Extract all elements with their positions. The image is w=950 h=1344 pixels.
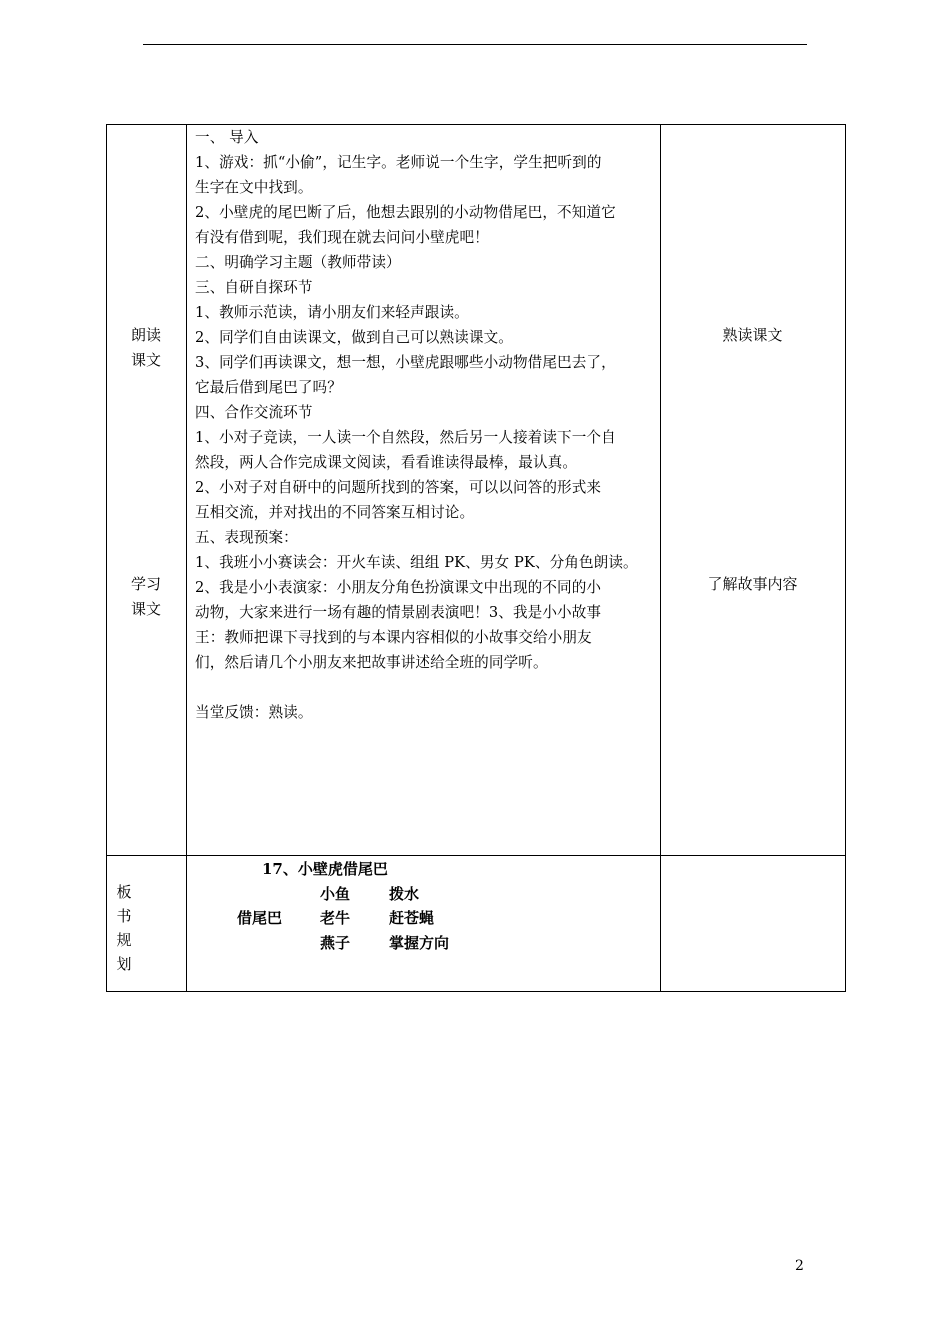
board-center-word: 借尾巴 <box>237 909 283 927</box>
section-label-line: 朗读 <box>130 326 161 344</box>
content-line: 生字在文中找到。 <box>195 179 313 196</box>
note-read-fluently: 熟读课文 <box>722 326 783 344</box>
lesson-content <box>195 125 657 725</box>
board-use: 掌握方向 <box>389 934 450 952</box>
board-plan-label-char: 规 <box>116 931 132 949</box>
content-line: 2、同学们自由读课文，做到自己可以熟读课文。 <box>195 329 513 346</box>
board-animal: 小鱼 <box>320 885 351 903</box>
table-column-divider-2 <box>660 124 661 992</box>
content-line: 1、教师示范读，请小朋友们来轻声跟读。 <box>195 304 469 321</box>
page-number: 2 <box>795 1258 804 1274</box>
content-line: 互相交流，并对找出的不同答案互相讨论。 <box>195 504 475 521</box>
board-animal: 老牛 <box>320 909 351 927</box>
section-label-read-aloud <box>106 323 186 373</box>
content-line: 2、小壁虎的尾巴断了后，他想去跟别的小动物借尾巴，不知道它 <box>195 204 616 221</box>
content-line: 3、同学们再读课文，想一想，小壁虎跟哪些小动物借尾巴去了， <box>195 354 616 371</box>
board-use: 赶苍蝇 <box>389 909 435 927</box>
content-line: 它最后借到尾巴了吗？ <box>195 379 342 396</box>
content-line: 五、表现预案： <box>195 529 298 546</box>
board-use: 拨水 <box>389 885 420 903</box>
board-plan-label-char: 书 <box>116 907 132 925</box>
section-label-line: 课文 <box>130 600 161 618</box>
board-plan-label <box>106 880 142 976</box>
content-line: 1、小对子竞读，一人读一个自然段，然后另一人接着读下一个自 <box>195 429 616 446</box>
board-animal: 燕子 <box>320 934 351 952</box>
content-line: 1、游戏：抓“小偷”，记生字。老师说一个生字，学生把听到的 <box>195 154 602 171</box>
board-plan-label-char: 板 <box>116 883 132 901</box>
section-label-line: 学习 <box>130 575 161 593</box>
content-line: 有没有借到呢，我们现在就去问问小壁虎吧！ <box>195 229 489 246</box>
content-line: 四、合作交流环节 <box>195 404 313 421</box>
section-label-study-text <box>106 572 186 622</box>
content-blank-line <box>195 675 657 700</box>
content-line: 一、 导入 <box>195 129 259 146</box>
table-border-right <box>845 124 846 992</box>
content-line: 王：教师把课下寻找到的与本课内容相似的小故事交给小朋友 <box>195 629 592 646</box>
content-line: 二、明确学习主题（教师带读） <box>195 254 401 271</box>
table-border-bottom <box>106 991 846 992</box>
content-line: 三、自研自探环节 <box>195 279 313 296</box>
board-title: 17、小壁虎借尾巴 <box>262 860 388 878</box>
content-line: 动物，大家来进行一场有趣的情景剧表演吧！3、我是小小故事 <box>195 604 602 621</box>
content-line: 2、小对子对自研中的问题所找到的答案，可以以问答的形式来 <box>195 479 602 496</box>
content-line: 2、我是小小表演家：小朋友分角色扮演课文中出现的不同的小 <box>195 579 602 596</box>
table-column-divider-1 <box>186 124 187 992</box>
table-border-middle <box>106 855 846 856</box>
section-label-line: 课文 <box>130 351 161 369</box>
board-plan-label-char: 划 <box>116 955 132 973</box>
content-line: 1、我班小小赛读会：开火车读、组组 PK、男女 PK、分角色朗读。 <box>195 554 638 571</box>
content-line: 当堂反馈：熟读。 <box>195 704 313 721</box>
content-line: 们，然后请几个小朋友来把故事讲述给全班的同学听。 <box>195 654 548 671</box>
table-border-left <box>106 124 107 992</box>
content-line: 然段，两人合作完成课文阅读，看看谁读得最棒，最认真。 <box>195 454 578 471</box>
note-understand-story: 了解故事内容 <box>707 575 798 593</box>
header-rule <box>143 44 807 45</box>
